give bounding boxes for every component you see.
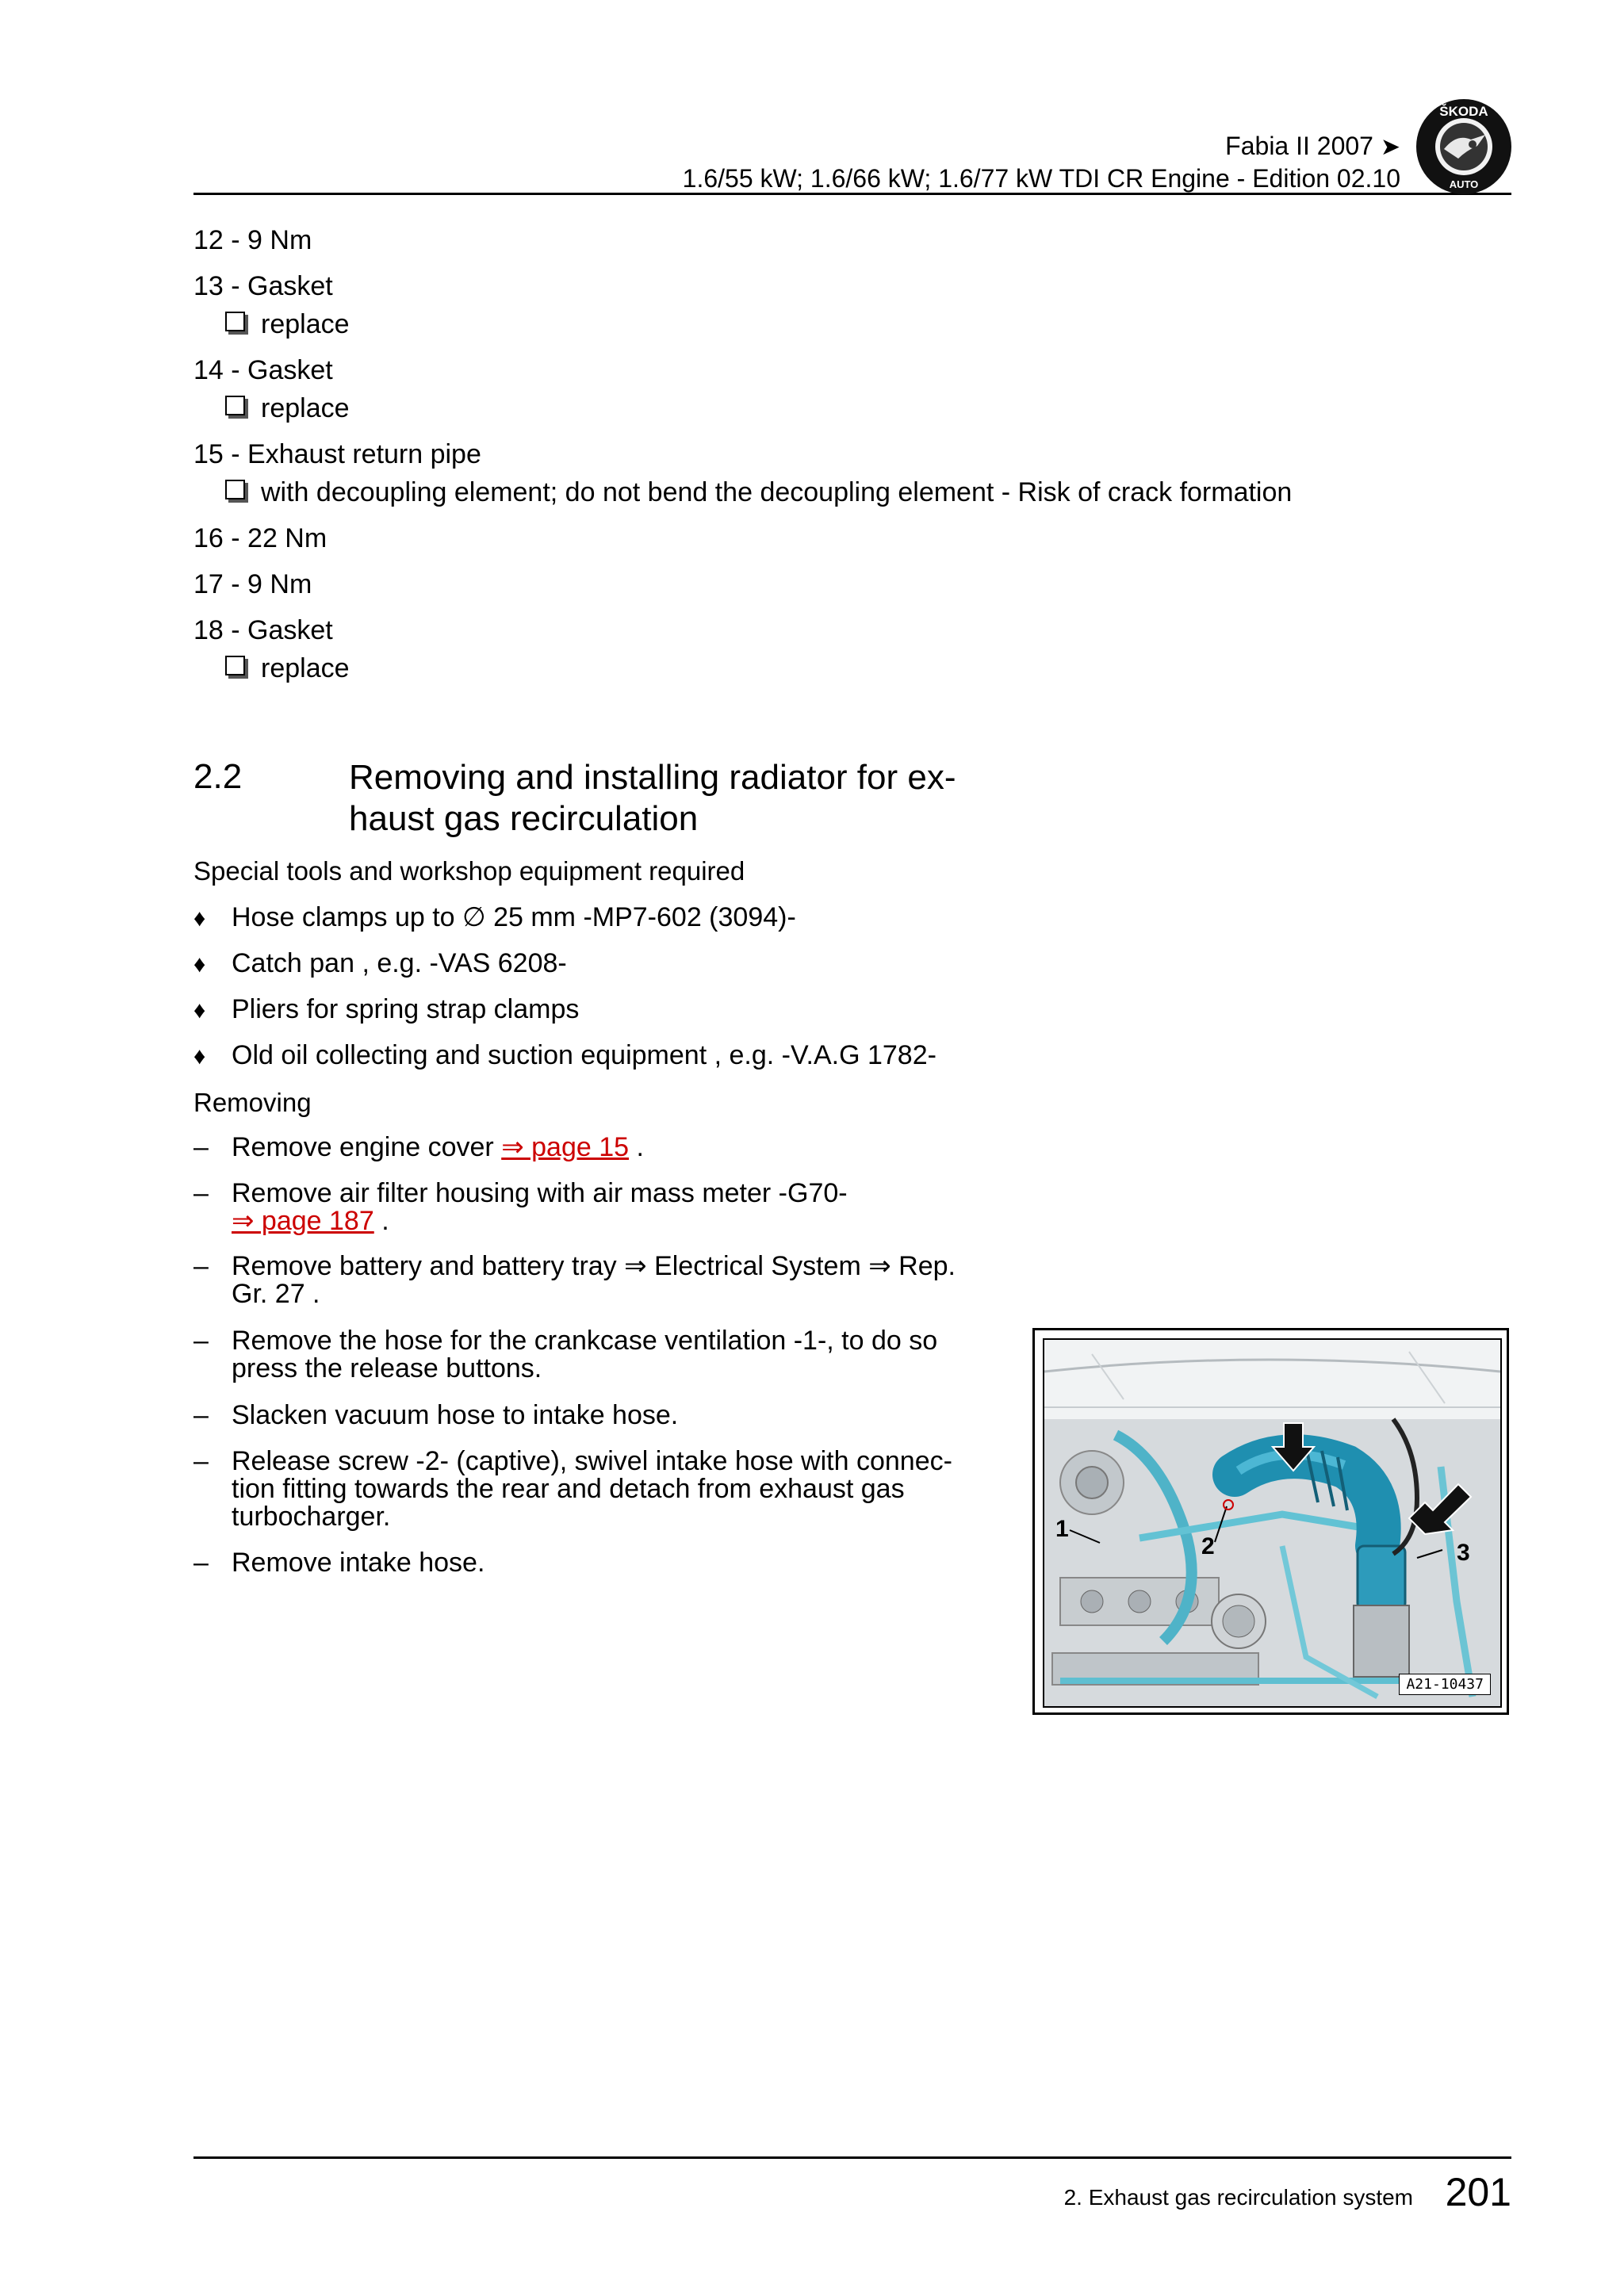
header-divider bbox=[193, 193, 1511, 195]
checkbox-icon bbox=[225, 396, 245, 415]
list-item: 18 - Gasket bbox=[193, 615, 333, 645]
tool-item: ♦ Catch pan , e.g. -VAS 6208- bbox=[193, 948, 567, 978]
removing-heading: Removing bbox=[193, 1088, 312, 1117]
list-item: 13 - Gasket bbox=[193, 271, 333, 301]
footer-chapter: 2. Exhaust gas recirculation system bbox=[1063, 2185, 1413, 2210]
section-title: Removing and installing radiator for ex- haust gas recirculation bbox=[349, 758, 956, 838]
page-link[interactable]: ⇒ page 15 bbox=[501, 1132, 630, 1162]
engine-illustration bbox=[1044, 1340, 1500, 1706]
checkbox-icon bbox=[225, 312, 245, 331]
checkbox-icon bbox=[225, 656, 245, 675]
footer-divider bbox=[193, 2156, 1511, 2159]
engine-figure bbox=[1032, 1328, 1509, 1715]
diamond-bullet-icon: ♦ bbox=[193, 997, 206, 1024]
tool-item: ♦ Pliers for spring strap clamps bbox=[193, 994, 580, 1024]
figure-label-3: 3 bbox=[1457, 1540, 1470, 1566]
arrow-right-icon: ➤ bbox=[1380, 134, 1400, 160]
figure-code: A21-10437 bbox=[1399, 1674, 1491, 1695]
list-item: 16 - 22 Nm bbox=[193, 523, 327, 553]
diamond-bullet-icon: ♦ bbox=[193, 905, 206, 932]
list-subitem: replace bbox=[225, 311, 350, 338]
diamond-bullet-icon: ♦ bbox=[193, 1043, 206, 1070]
list-item: 14 - Gasket bbox=[193, 355, 333, 385]
diamond-bullet-icon: ♦ bbox=[193, 951, 206, 978]
list-subitem: replace bbox=[225, 655, 350, 682]
section-number: 2.2 bbox=[193, 757, 243, 796]
skoda-logo-icon bbox=[1415, 98, 1512, 195]
list-subitem: with decoupling element; do not bend the decoupling element - Risk of crack formation bbox=[225, 479, 1292, 506]
checkbox-icon bbox=[225, 480, 245, 499]
list-item: 12 - 9 Nm bbox=[193, 225, 312, 255]
page-link[interactable]: ⇒ page 187 bbox=[232, 1206, 374, 1236]
list-item: 15 - Exhaust return pipe bbox=[193, 439, 481, 469]
figure-label-2: 2 bbox=[1201, 1533, 1215, 1559]
tool-item: ♦ Hose clamps up to ∅ 25 mm -MP7-602 (3094)- bbox=[193, 902, 796, 932]
tool-item: ♦ Old oil collecting and suction equipment , e.g. -V.A.G 1782- bbox=[193, 1040, 936, 1070]
page-number: 201 bbox=[1445, 2170, 1511, 2214]
list-subitem: replace bbox=[225, 395, 350, 422]
list-item: 17 - 9 Nm bbox=[193, 569, 312, 599]
tools-heading: Special tools and workshop equipment required bbox=[193, 856, 745, 886]
header-engine: 1.6/55 kW; 1.6/66 kW; 1.6/77 kW TDI CR Engine - Edition 02.10 bbox=[682, 164, 1400, 193]
svg-text:AUTO: AUTO bbox=[1449, 178, 1479, 190]
header-model: Fabia II 2007 ➤ bbox=[1225, 132, 1400, 160]
figure-label-1: 1 bbox=[1055, 1516, 1069, 1542]
svg-text:ŠKODA: ŠKODA bbox=[1439, 104, 1488, 119]
